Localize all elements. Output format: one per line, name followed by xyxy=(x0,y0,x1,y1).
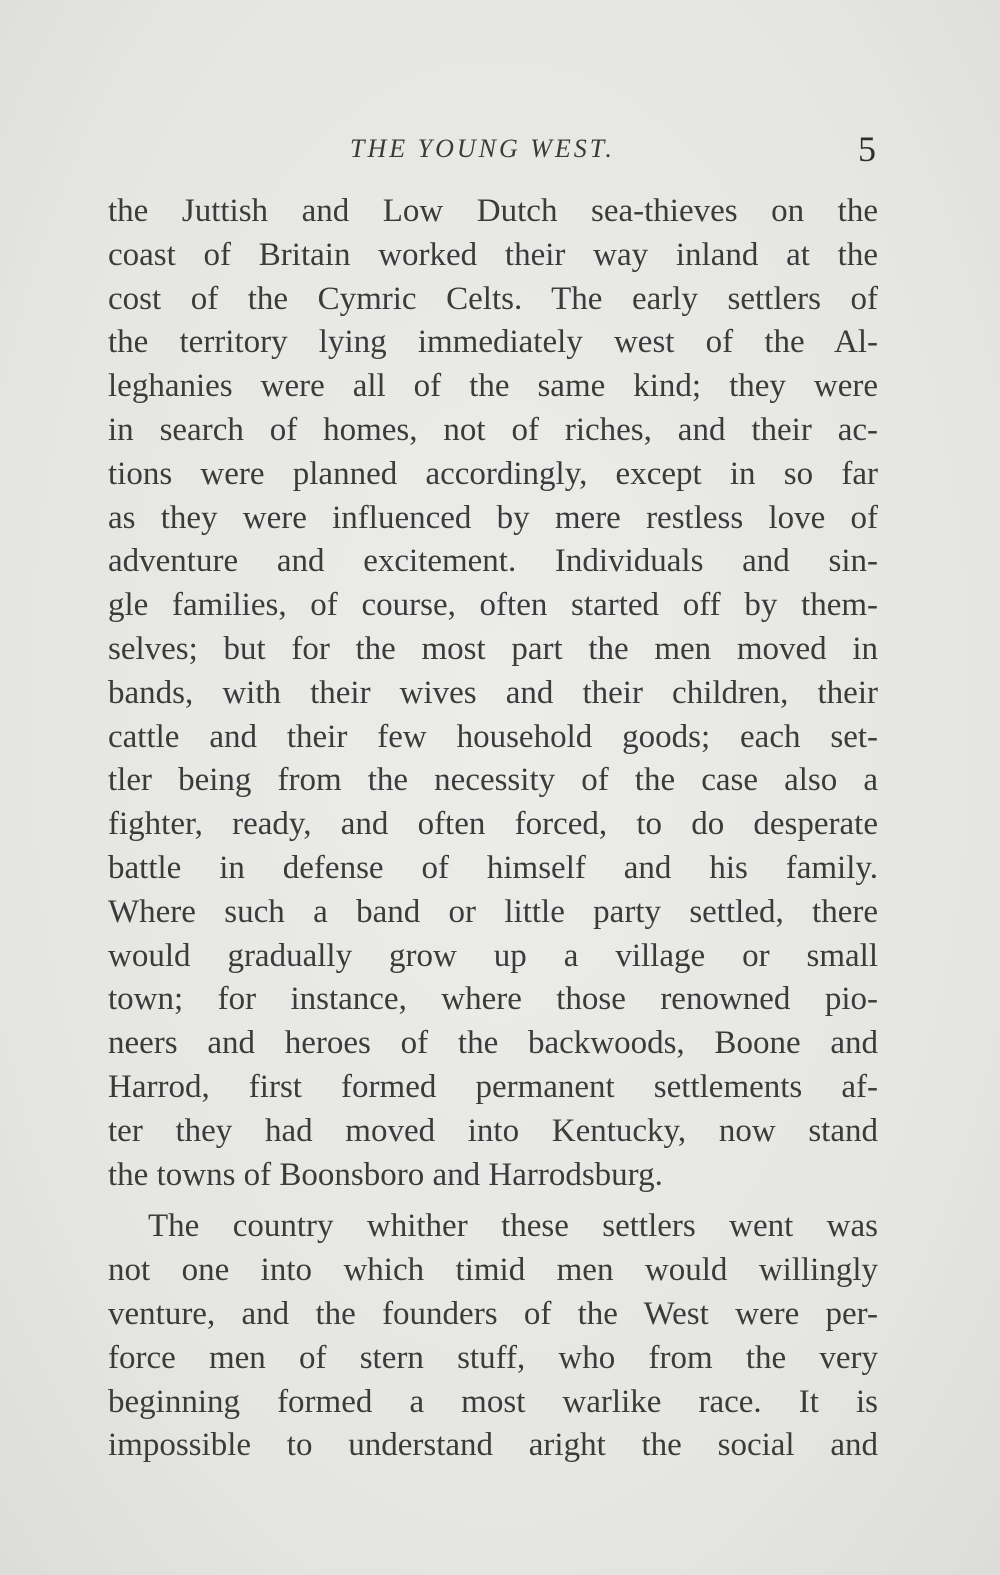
text-line: selves; but for the most part the men moved in xyxy=(108,630,878,667)
text-line: as they were influenced by mere restless love of xyxy=(108,499,878,536)
paragraph-1 xyxy=(108,190,878,1197)
text-line: battle in defense of himself and his family. xyxy=(108,849,878,886)
text-line: the Juttish and Low Dutch sea-thieves on the xyxy=(108,193,878,229)
running-head xyxy=(100,128,880,168)
running-head-title: THE YOUNG WEST. xyxy=(350,134,615,163)
paragraph-break xyxy=(108,1197,878,1205)
text-line: impossible to understand aright the social and xyxy=(108,1427,878,1464)
text-line: beginning formed a most warlike race. It is xyxy=(108,1383,878,1420)
paragraph-2 xyxy=(108,1205,878,1468)
text-line: bands, with their wives and their children, their xyxy=(108,674,878,711)
page-number: 5 xyxy=(858,129,876,169)
text-line: would gradually grow up a village or small xyxy=(108,937,878,974)
text-line: venture, and the founders of the West were per- xyxy=(108,1295,878,1332)
text-line: force men of stern stuff, who from the very xyxy=(108,1339,878,1376)
text-line: cost of the Cymric Celts. The early settlers of xyxy=(108,280,878,317)
text-line: not one into which timid men would willingly xyxy=(108,1252,878,1289)
text-line: tions were planned accordingly, except in so far xyxy=(108,455,878,492)
text-line: leghanies were all of the same kind; they were xyxy=(108,368,878,405)
text-line: fighter, ready, and often forced, to do desperate xyxy=(108,806,878,843)
body-text xyxy=(108,190,878,1468)
text-line: in search of homes, not of riches, and their ac- xyxy=(108,411,878,448)
text-line: Harrod, first formed permanent settlements af- xyxy=(108,1068,878,1105)
text-line: the territory lying immediately west of the Al- xyxy=(108,324,878,361)
text-line: Where such a band or little party settled, there xyxy=(108,893,878,930)
text-line: adventure and excitement. Individuals and sin- xyxy=(108,543,878,580)
text-line: The country whither these settlers went was xyxy=(148,1208,878,1245)
text-line: tler being from the necessity of the case also a xyxy=(108,762,878,799)
text-line: cattle and their few household goods; each set- xyxy=(108,718,878,755)
text-line: neers and heroes of the backwoods, Boone and xyxy=(108,1025,878,1062)
text-line: the towns of Boonsboro and Harrodsburg. xyxy=(108,1156,663,1193)
text-line: coast of Britain worked their way inland at the xyxy=(108,236,878,273)
text-line: ter they had moved into Kentucky, now stand xyxy=(108,1112,878,1149)
text-line: town; for instance, where those renowned pio- xyxy=(108,981,878,1018)
text-line: gle families, of course, often started off by them- xyxy=(108,587,878,624)
